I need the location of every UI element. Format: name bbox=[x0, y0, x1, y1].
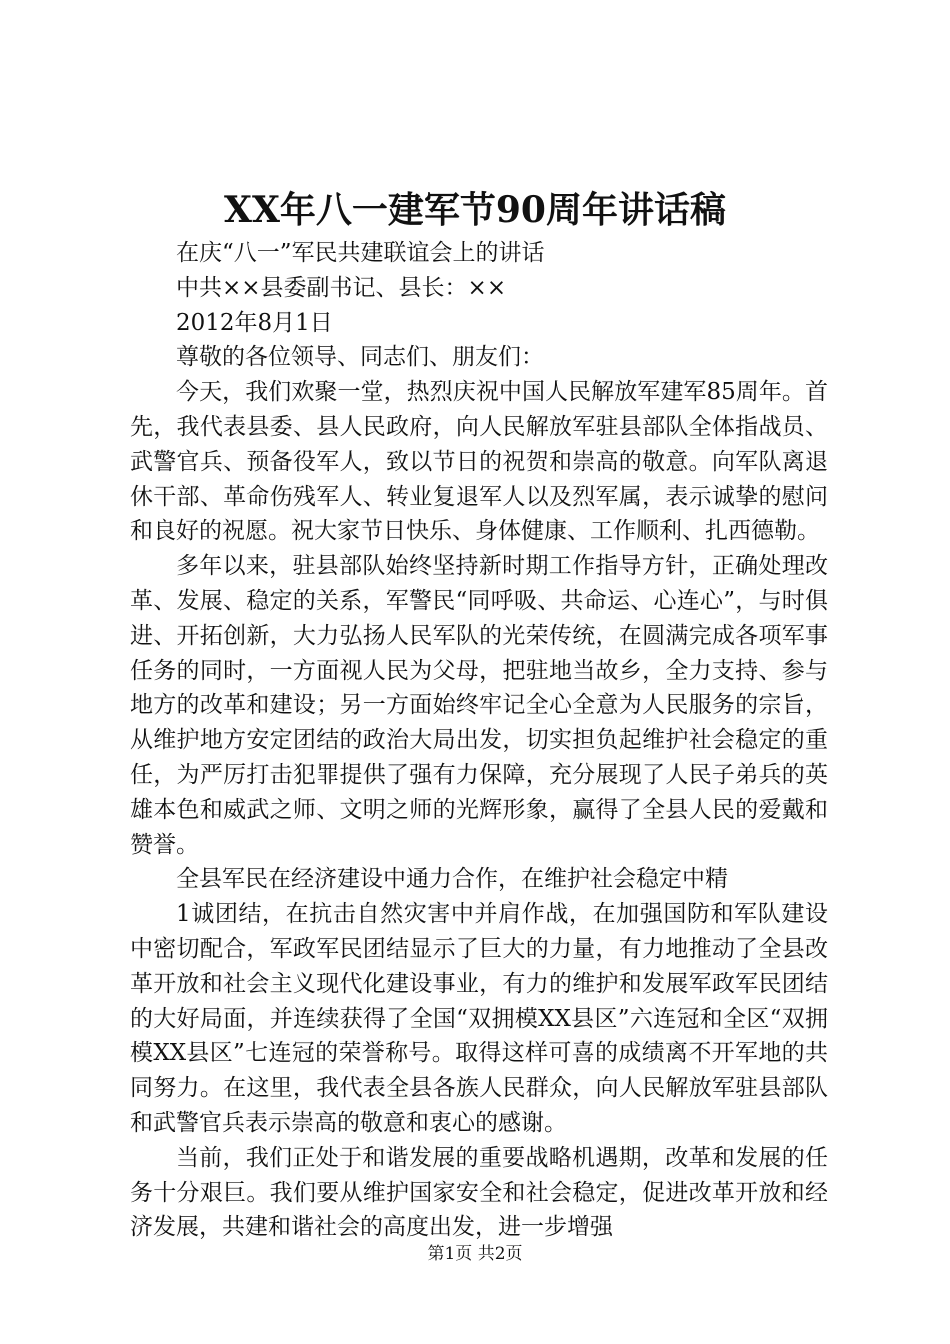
salutation: 尊敬的各位领导、同志们、朋友们： bbox=[176, 344, 544, 371]
document-title: XX年八一建军节90周年讲话稿 bbox=[224, 189, 726, 231]
body-paragraph: 多年以来，驻县部队始终坚持新时期工作指导方针，正确处理改革、发展、稳定的关系，军警民“同呼吸、共命运、心连心”，与时俱进、开拓创新，大力弘扬人民军队的光荣传统，在圆满完成各项军事任务的同时，一方面视人民为父母，把驻地当故乡，全力支持、参与地方的改革和建设；另一方面始终牢记全心全意为人民服务的宗旨，从维护地方安定团结的政治大局出发，切实担负起维护社会稳定的重任，为严厉打击犯罪提供了强有力保障，充分展现了人民子弟兵的英雄本色和威武之师、文明之师的光辉形象，赢得了全县人民的爱戴和赞誉。 bbox=[130, 553, 828, 858]
page-number-footer: 第1页 共2页 bbox=[427, 1244, 523, 1264]
speaker-line: 中共××县委副书记、县长：×× bbox=[176, 274, 507, 301]
body-paragraph: 1诚团结，在抗击自然灾害中并肩作战，在加强国防和军队建设中密切配合，军政军民团结显示了巨大的力量，有力地推动了全县改革开放和社会主义现代化建设事业，有力的维护和发展军政军民团结的大好局面，并连续获得了全国“双拥模XX县区”六连冠和全区“双拥模XX县区”七连冠的荣誉称号。取得这样可喜的成绩离不开军地的共同努力。在这里，我代表全县各族人民群众，向人民解放军驻县部队和武警官兵表示崇高的敬意和衷心的感谢。 bbox=[130, 901, 828, 1136]
speech-date: 2012年8月1日 bbox=[176, 309, 333, 336]
document-body bbox=[130, 236, 828, 1245]
body-paragraph: 当前，我们正处于和谐发展的重要战略机遇期，改革和发展的任务十分艰巨。我们要从维护国家安全和社会稳定，促进改革开放和经济发展，共建和谐社会的高度出发，进一步增强 bbox=[130, 1144, 828, 1241]
body-paragraph: 全县军民在经济建设中通力合作，在维护社会稳定中精 bbox=[176, 866, 728, 893]
speech-occasion: 在庆“八一”军民共建联谊会上的讲话 bbox=[176, 240, 545, 266]
body-paragraph: 今天，我们欢聚一堂，热烈庆祝中国人民解放军建军85周年。首先，我代表县委、县人民政府，向人民解放军驻县部队全体指战员、武警官兵、预备役军人，致以节日的祝贺和崇高的敬意。向军队离退休干部、革命伤残军人、转业复退军人以及烈军属，表示诚挚的慰问和良好的祝愿。祝大家节日快乐、身体健康、工作顺利、扎西德勒。 bbox=[130, 379, 828, 545]
